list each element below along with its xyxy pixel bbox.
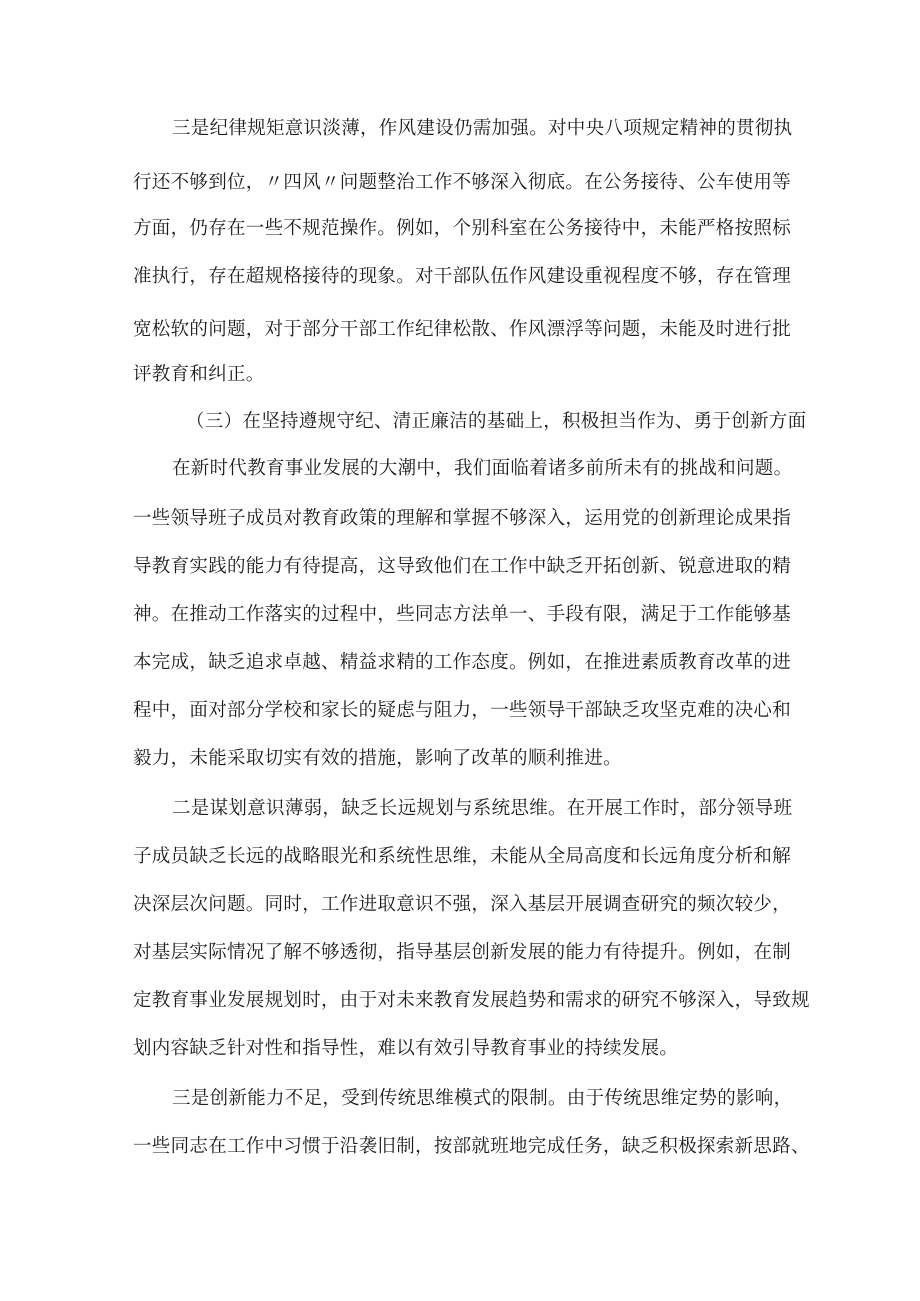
text-line: 本完成，缺乏追求卓越、精益求精的工作态度。例如，在推进素质教育改革的进 (133, 652, 792, 673)
text-line: 对基层实际情况了解不够透彻，指导基层创新发展的能力有待提升。例如，在制 (133, 942, 792, 963)
text-line: 三是纪律规矩意识淡薄，作风建设仍需加强。对中央八项规定精神的贯彻执 (172, 118, 793, 139)
text-line: 划内容缺乏针对性和指导性，难以有效引导教育事业的持续发展。 (133, 1038, 679, 1059)
text-line: 方面，仍存在一些不规范操作。例如，个别科室在公务接待中，未能严格按照标 (133, 218, 792, 239)
text-line: 导教育实践的能力有待提高，这导致他们在工作中缺乏开拓创新、锐意进取的精 (133, 556, 792, 577)
section-heading: （三）在坚持遵规守纪、清正廉洁的基础上，积极担当作为、勇于创新方面 (186, 411, 807, 432)
text-line: 子成员缺乏长远的战略眼光和系统性思维，未能从全局高度和长远角度分析和解 (133, 846, 792, 867)
text-line: 在新时代教育事业发展的大潮中，我们面临着诸多前所未有的挑战和问题。 (172, 458, 793, 479)
text-line: 神。在推动工作落实的过程中，些同志方法单一、手段有限，满足于工作能够基 (133, 604, 792, 625)
text-line: 准执行，存在超规格接待的现象。对干部队伍作风建设重视程度不够，存在管理 (133, 266, 792, 287)
text-line: 评教育和纠正。 (133, 364, 265, 385)
text-line: 二是谋划意识薄弱，缺乏长远规划与系统思维。在开展工作时，部分领导班 (172, 798, 793, 819)
text-line: 一些同志在工作中习惯于沿袭旧制，按部就班地完成任务，缺乏积极探索新思路、 (133, 1136, 810, 1157)
text-line: 毅力，未能采取切实有效的措施，影响了改革的顺利推进。 (133, 748, 622, 769)
text-line: 决深层次问题。同时，工作进取意识不强，深入基层开展调查研究的频次较少， (133, 894, 792, 915)
text-line: 宽松软的问题，对于部分干部工作纪律松散、作风漂浮等问题，未能及时进行批 (133, 319, 792, 340)
text-line: 行还不够到位，〃四风〃问题整治工作不够深入彻底。在公务接待、公车使用等 (133, 172, 792, 193)
text-line: 一些领导班子成员对教育政策的理解和掌握不够深入，运用党的创新理论成果指 (133, 508, 792, 529)
text-line: 定教育事业发展规划时，由于对未来教育发展趋势和需求的研究不够深入，导致规 (133, 990, 810, 1011)
text-line: 程中，面对部分学校和家长的疑虑与阻力，一些领导干部缺乏攻坚克难的决心和 (133, 700, 792, 721)
text-line: 三是创新能力不足，受到传统思维模式的限制。由于传统思维定势的影响， (172, 1088, 793, 1109)
